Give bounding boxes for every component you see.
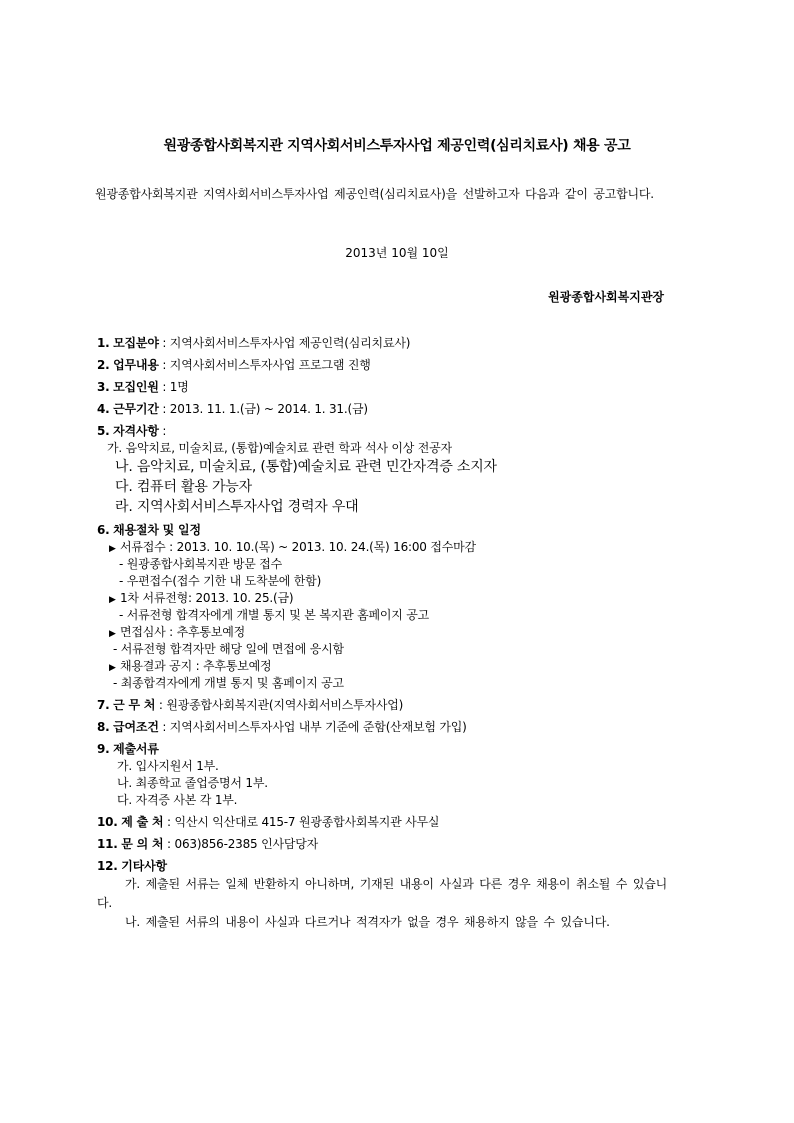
procedure-text: 채용결과 공지 : 추후통보예정 [120,659,272,673]
procedure-detail: - 우편접수(접수 기한 내 도착분에 한함) [119,574,322,588]
section-separator: : [158,720,170,734]
document-item: 나. 최종학교 졸업증명서 1부. [117,776,268,790]
remark-text: 가. 제출된 서류는 일체 반환하지 아니하며, 기재된 내용이 사실과 다른 경우 채용이 취소될 수 있습니다. [97,877,667,910]
remark-item [97,875,667,913]
procedure-detail: - 서류전형 합격자만 해당 일에 면접에 응시함 [113,642,344,656]
section-5 [97,423,667,440]
procedure-text: 1차 서류전형: 2013. 10. 25.(금) [120,591,294,605]
section-3 [97,379,667,396]
section-value: 2013. 11. 1.(금) ~ 2014. 1. 31.(금) [169,402,368,416]
triangle-right-icon: ▶ [109,595,116,605]
remark-text: 나. 제출된 서류의 내용이 사실과 다르거나 적격자가 없을 경우 채용하지 않을 수 있습니다. [125,915,610,929]
section-6 [97,522,667,539]
section-9 [97,741,667,758]
section-1 [97,335,667,352]
section-separator: : [155,698,167,712]
section-number: 1. [97,336,110,350]
section-value: 지역사회서비스투자사업 내부 기준에 준함(산재보험 가입) [169,720,467,734]
section-label: 제출서류 [113,742,159,756]
procedure-detail: - 최종합격자에게 개별 통지 및 홈페이지 공고 [113,676,344,690]
notice-items [97,330,667,932]
section-number: 7. [97,698,110,712]
notice-date: 2013년 10월 10일 [345,246,449,260]
section-value: 지역사회서비스투자사업 제공인력(심리치료사) [169,336,411,350]
section-label: 제 출 처 [121,815,164,829]
procedure-step [97,658,667,675]
section-4 [97,401,667,418]
section-label: 근 무 처 [113,698,156,712]
section-number: 12. [97,859,118,873]
procedure-step [97,590,667,607]
section-number: 11. [97,837,118,851]
triangle-right-icon: ▶ [109,663,116,673]
procedure-step [97,539,667,556]
section-separator: : [158,336,170,350]
section-value: 063)856-2385 인사담당자 [174,837,319,851]
section-separator: : [158,402,170,416]
section-label: 채용절차 및 일정 [113,523,201,537]
section-label: 근무기간 [113,402,159,416]
document-item: 다. 자격증 사본 각 1부. [117,793,238,807]
triangle-right-icon: ▶ [109,629,116,639]
section-2 [97,357,667,374]
section-label: 문 의 처 [121,837,164,851]
section-value: 원광종합사회복지관(지역사회서비스투자사업) [166,698,404,712]
section-number: 10. [97,815,118,829]
procedure-text: 서류접수 : 2013. 10. 10.(목) ~ 2013. 10. 24.(목) 16:00 접수마감 [120,540,476,554]
section-value: 1명 [169,380,189,394]
procedure-step [97,624,667,641]
procedure-detail: - 원광종합사회복지관 방문 접수 [119,557,283,571]
section-11 [97,836,667,853]
section-separator: : [163,837,175,851]
qualification-item: 라. 지역사회서비스투자사업 경력자 우대 [115,499,359,515]
section-10 [97,814,667,831]
section-label: 모집분야 [113,336,159,350]
section-number: 5. [97,424,110,438]
section-number: 4. [97,402,110,416]
document-item: 가. 입사지원서 1부. [117,759,219,773]
section-separator: : [158,380,170,394]
intro-paragraph: 원광종합사회복지관 지역사회서비스투자사업 제공인력(심리치료사)을 선발하고자 다음과 같이 공고합니다. [95,187,654,201]
section-value: 지역사회서비스투자사업 프로그램 진행 [169,358,371,372]
section-value: 익산시 익산대로 415-7 원광종합사회복지관 사무실 [174,815,440,829]
qualification-item: 다. 컴퓨터 활용 가능자 [115,479,252,495]
triangle-right-icon: ▶ [109,544,116,554]
page-title: 원광종합사회복지관 지역사회서비스투자사업 제공인력(심리치료사) 채용 공고 [163,138,631,154]
section-label: 급여조건 [113,720,159,734]
section-label: 자격사항 [113,424,159,438]
section-number: 6. [97,523,110,537]
section-12 [97,858,667,875]
section-label: 기타사항 [121,859,167,873]
section-separator: : [158,424,167,438]
procedure-text: 면접심사 : 추후통보예정 [120,625,245,639]
qualification-item: 나. 음악치료, 미술치료, (통합)예술치료 관련 민간자격증 소지자 [115,459,497,475]
section-number: 8. [97,720,110,734]
remark-item [97,913,667,932]
section-label: 업무내용 [113,358,159,372]
section-label: 모집인원 [113,380,159,394]
section-separator: : [163,815,175,829]
organization-signature: 원광종합사회복지관장 [548,290,664,304]
section-7 [97,697,667,714]
section-number: 3. [97,380,110,394]
section-separator: : [158,358,170,372]
section-8 [97,719,667,736]
section-number: 9. [97,742,110,756]
section-number: 2. [97,358,110,372]
procedure-detail: - 서류전형 합격자에게 개별 통지 및 본 복지관 홈페이지 공고 [119,608,430,622]
qualification-item: 가. 음악치료, 미술치료, (통합)예술치료 관련 학과 석사 이상 전공자 [107,441,452,455]
